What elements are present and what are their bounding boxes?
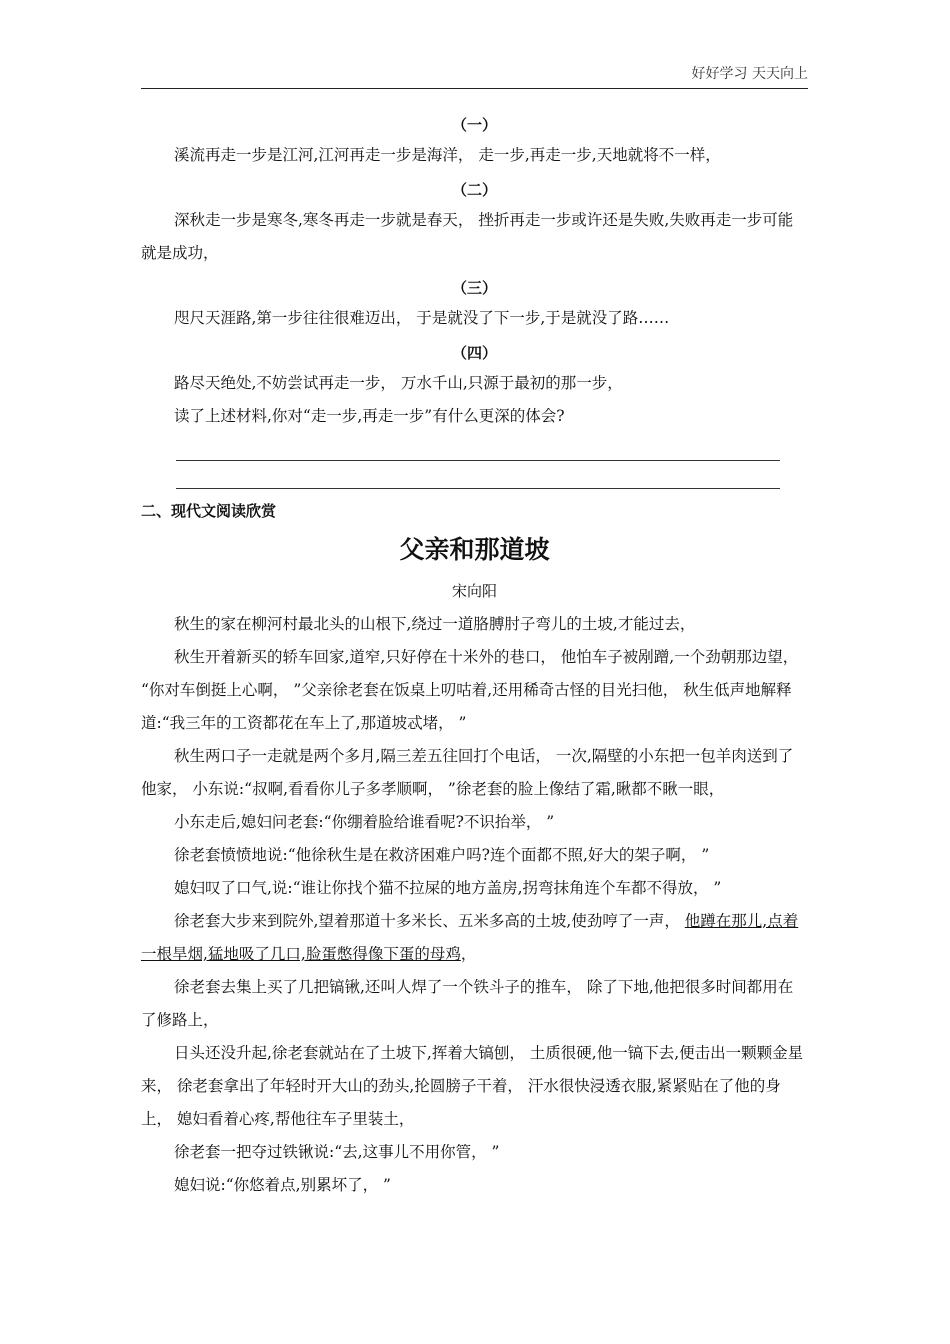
paragraph: 秋生两口子一走就是两个多月,隔三差五往回打个电话， 一次,隔壁的小东把一包羊肉送到了他家， 小东说:“叔啊,看看你儿子多孝顺啊， ”徐老套的脸上像结了霜,瞅都不瞅一眼， xyxy=(141,747,794,798)
section-1 xyxy=(141,111,808,172)
paragraph: 日头还没升起,徐老套就站在了土坡下,挥着大镐刨， 土质很硬,他一镐下去,便击出一颗颗金星来， 徐老套拿出了年轻时开大山的劲头,抡圆膀子干着， 汗水很快浸透衣服,紧紧贴在了他的身上， 媳妇看着心疼,帮他往车子里装土， xyxy=(141,1044,804,1128)
underlined-sentence: 他蹲在那儿,点着一根旱烟,猛地吸了几口,脸蛋憋得像下蛋的母鸡 xyxy=(141,912,799,963)
section-1-text: 溪流再走一步是江河,江河再走一步是海洋， 走一步,再走一步,天地就将不一样， xyxy=(174,146,721,164)
question-text: 读了上述材料,你对“走一步,再走一步”有什么更深的体会? xyxy=(174,407,565,425)
section-3-label: （三） xyxy=(451,279,497,297)
answer-line-1[interactable] xyxy=(176,460,780,461)
paragraph: 徐老套愤愤地说:“他徐秋生是在救济困难户吗?连个面都不照,好大的架子啊， ” xyxy=(174,846,710,864)
section-1-label: （一） xyxy=(451,116,497,134)
section-3 xyxy=(141,274,808,335)
section-3-text: 咫尺天涯路,第一步往往很难迈出， 于是就没了下一步,于是就没了路…… xyxy=(174,309,670,327)
section-2 xyxy=(141,176,808,270)
paragraph: 徐老套去集上买了几把镐锹,还叫人焊了一个铁斗子的推车， 除了下地,他把很多时间都用在了修路上， xyxy=(141,978,794,1029)
part-2-heading: 二、现代文阅读欣赏 xyxy=(141,502,277,520)
paragraph: 小东走后,媳妇问老套:“你绷着脸给谁看呢?不识抬举， ” xyxy=(174,813,555,831)
paragraph: 徐老套一把夺过铁锹说:“去,这事儿不用你管， ” xyxy=(174,1143,500,1161)
section-4 xyxy=(141,339,808,433)
article-body xyxy=(141,608,808,1202)
paragraph-text: ， xyxy=(460,945,477,963)
paragraph-underlined xyxy=(141,905,808,971)
paragraph-text: 徐老套大步来到院外,望着那道十多米长、五米多高的土坡,使劲哼了一声， xyxy=(174,912,685,930)
section-2-label: （二） xyxy=(451,181,497,199)
paragraph: 媳妇叹了口气,说:“谁让你找个猫不拉屎的地方盖房,拐弯抹角连个车都不得放， ” xyxy=(174,879,722,897)
section-4-label: （四） xyxy=(451,344,497,362)
paragraph: 秋生开着新买的轿车回家,道窄,只好停在十米外的巷口， 他怕车子被剐蹭,一个劲朝那边望， “你对车倒挺上心啊， ”父亲徐老套在饭桌上叨咕着,还用稀奇古怪的目光扫他， 秋生低声地解释道:“我三年的工资都花在车上了,那道坡忒堵， ” xyxy=(141,648,799,732)
paragraph: 媳妇说:“你悠着点,别累坏了， ” xyxy=(174,1176,391,1194)
article-author: 宋向阳 xyxy=(451,582,497,600)
header-motto: 好好学习 天天向上 xyxy=(691,66,808,82)
paragraph: 秋生的家在柳河村最北头的山根下,绕过一道胳膊肘子弯儿的土坡,才能过去， xyxy=(174,615,696,633)
article-title: 父亲和那道坡 xyxy=(399,535,550,564)
section-2-text: 深秋走一步是寒冬,寒冬再走一步就是春天， 挫折再走一步或许还是失败,失败再走一步可能就是成功， xyxy=(141,211,794,262)
header-divider xyxy=(141,88,808,89)
section-4-text: 路尽天绝处,不妨尝试再走一步， 万水千山,只源于最初的那一步， xyxy=(174,374,623,392)
answer-line-2[interactable] xyxy=(176,488,780,489)
